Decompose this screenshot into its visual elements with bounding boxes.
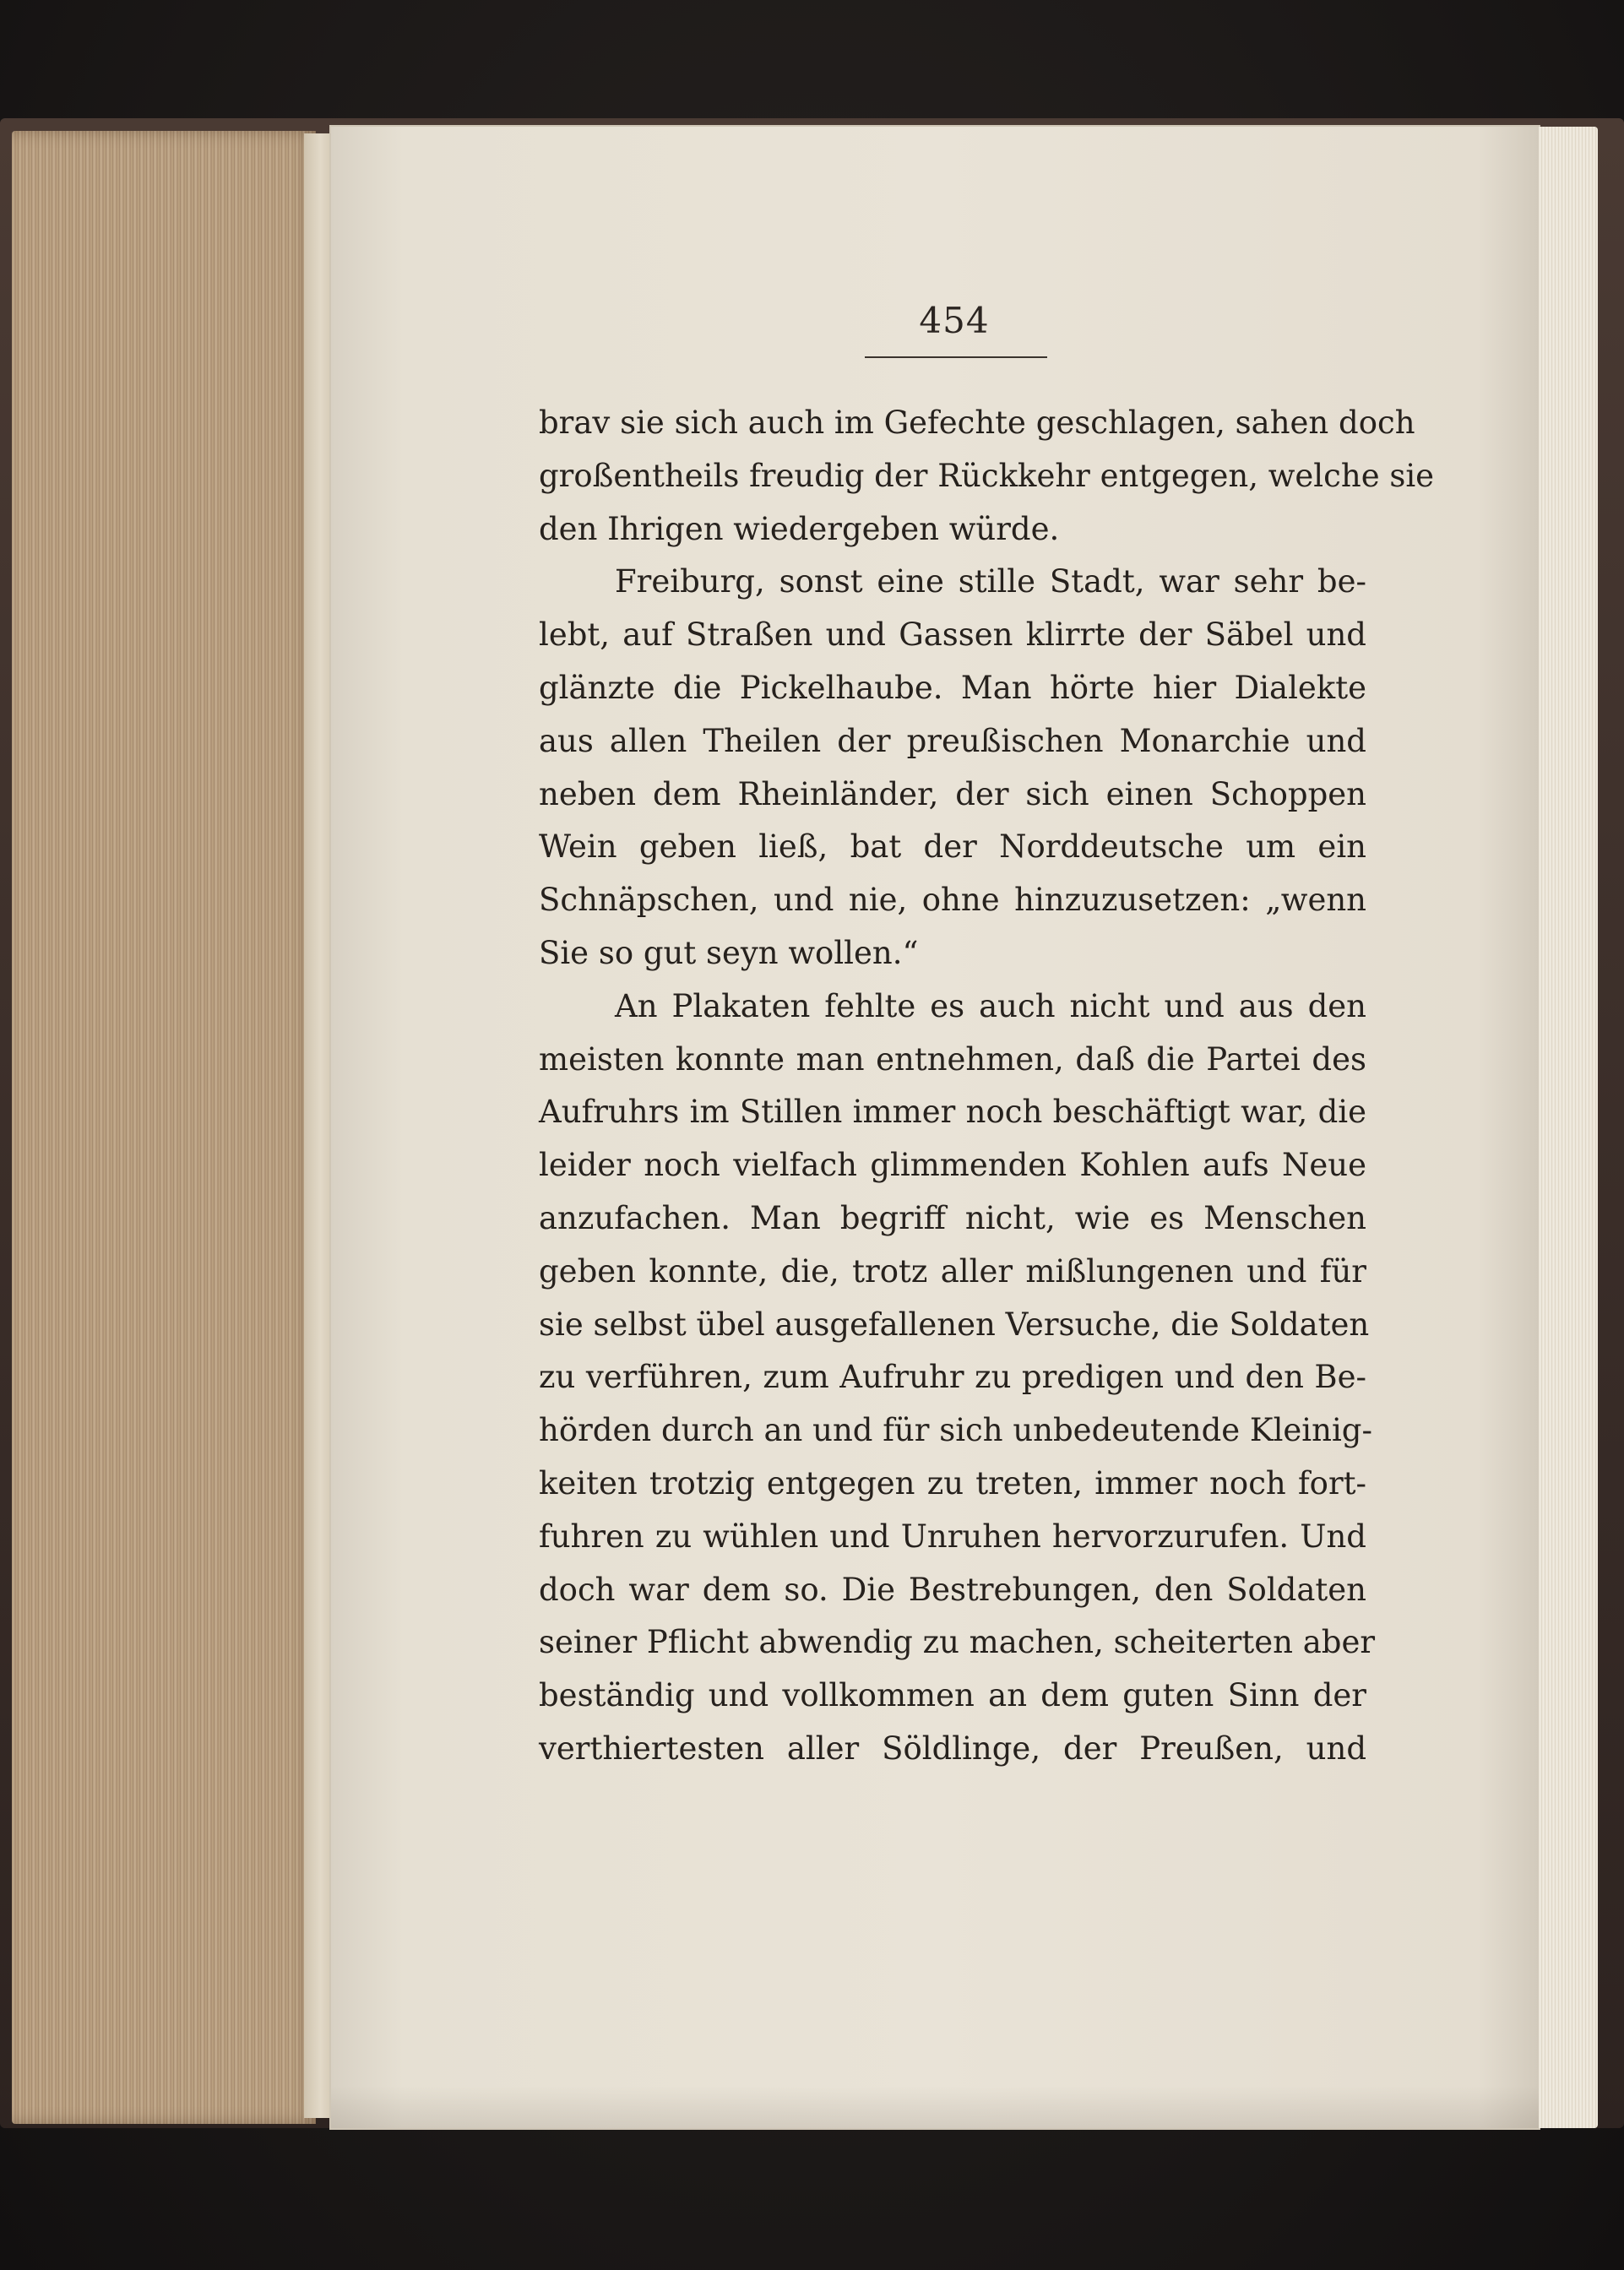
text-line: doch war dem so. Die Bestrebungen, den Soldaten bbox=[539, 1571, 1366, 1608]
page-bottom-shadow bbox=[331, 2086, 1539, 2128]
text-line: glänzte die Pickelhaube. Man hörte hier Dialekte bbox=[539, 669, 1366, 706]
page-number-rule bbox=[865, 356, 1047, 358]
text-line: lebt, auf Straßen und Gassen klirrte der Säbel und bbox=[539, 616, 1366, 654]
text-line: neben dem Rheinländer, der sich einen Schoppen bbox=[539, 775, 1366, 812]
text-line: Sie so gut seyn wollen.“ bbox=[539, 934, 919, 971]
text-line: keiten trotzig entgegen zu treten, immer noch fort- bbox=[539, 1464, 1366, 1502]
text-line: beständig und vollkommen an dem guten Sinn der bbox=[539, 1677, 1366, 1714]
text-line: verthiertesten aller Söldlinge, der Preußen, und bbox=[539, 1730, 1366, 1767]
text-line: meisten konnte man entnehmen, daß die Partei des bbox=[539, 1040, 1366, 1078]
text-line: Freiburg, sonst eine stille Stadt, war sehr be- bbox=[615, 563, 1366, 600]
text-line: Wein geben ließ, bat der Norddeutsche um ein bbox=[539, 828, 1366, 866]
page-number: 454 bbox=[919, 300, 990, 341]
right-page-edges bbox=[1539, 127, 1598, 2128]
text-line: anzufachen. Man begriff nicht, wie es Menschen bbox=[539, 1199, 1366, 1236]
text-line: aus allen Theilen der preußischen Monarchie und bbox=[539, 722, 1366, 759]
text-line: Schnäpschen, und nie, ohne hinzuzusetzen: „wenn bbox=[539, 882, 1366, 919]
page-body-text bbox=[539, 397, 1435, 1776]
text-line: den Ihrigen wiedergeben würde. bbox=[539, 510, 1060, 547]
text-line: hörden durch an und für sich unbedeutende Kleinig- bbox=[539, 1412, 1372, 1449]
text-line: brav sie sich auch im Gefechte geschlagen, sahen doch bbox=[539, 405, 1415, 441]
text-line: großentheils freudig der Rückkehr entgegen, welche sie bbox=[539, 457, 1435, 494]
text-line: An Plakaten fehlte es auch nicht und aus den bbox=[615, 987, 1366, 1024]
left-page-stack bbox=[12, 131, 316, 2124]
text-line: zu verführen, zum Aufruhr zu predigen und den Be- bbox=[539, 1359, 1366, 1396]
text-line: fuhren zu wühlen und Unruhen hervorzurufen. Und bbox=[539, 1518, 1366, 1555]
page-gutter bbox=[304, 133, 331, 2118]
text-line: sie selbst übel ausgefallenen Versuche, die Soldaten bbox=[539, 1306, 1370, 1343]
text-line: seiner Pflicht abwendig zu machen, scheiterten aber bbox=[539, 1624, 1376, 1661]
text-line: Aufruhrs im Stillen immer noch beschäftigt war, die bbox=[539, 1094, 1366, 1131]
text-line: leider noch vielfach glimmenden Kohlen aufs Neue bbox=[539, 1147, 1366, 1184]
text-line: geben konnte, die, trotz aller mißlungenen und für bbox=[539, 1252, 1366, 1290]
